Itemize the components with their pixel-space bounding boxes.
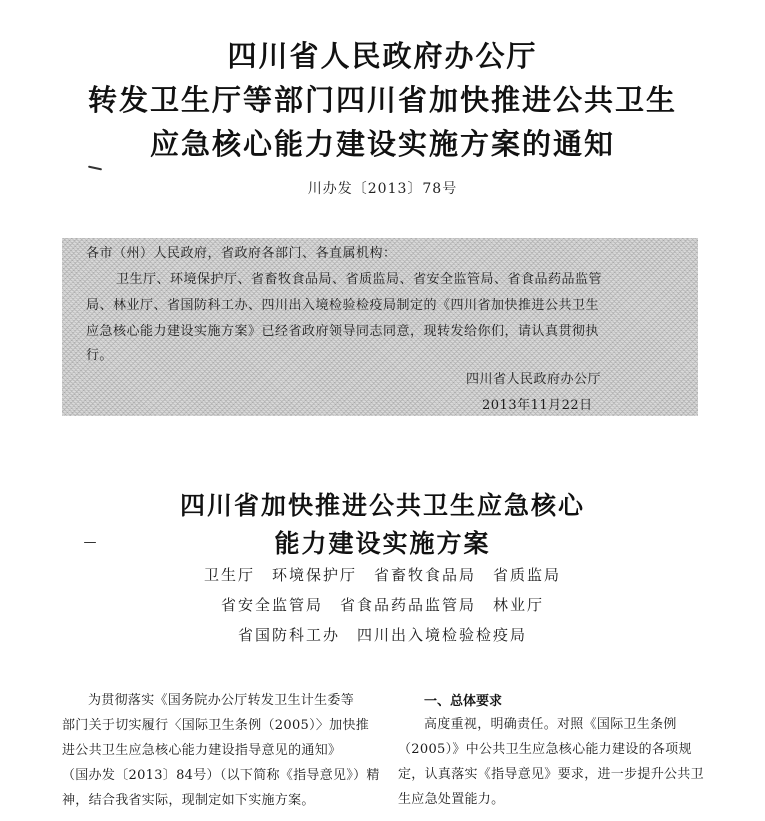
- notice-signature: 四川省人民政府办公厅: [466, 372, 602, 387]
- left-column: [62, 688, 382, 813]
- notice-body-line: 应急核心能力建设实施方案》已经省政府领导同志同意，现转发给你们，请认真贯彻执: [86, 324, 600, 339]
- right-column: [398, 712, 718, 812]
- scan-mark: [88, 166, 102, 171]
- notice-title-line-1: 四川省人民政府办公厅: [227, 39, 538, 73]
- notice-title-line-3: 应急核心能力建设实施方案的通知: [149, 127, 615, 161]
- paragraph-line: 定，认真落实《指导意见》要求，进一步提升公共卫: [398, 767, 704, 782]
- section-heading: 一、总体要求: [424, 694, 503, 709]
- paragraph-line: 生应急处置能力。: [398, 792, 505, 807]
- paragraph-line: 神，结合我省实际，现制定如下实施方案。: [62, 793, 315, 808]
- paragraph-line: （国办发〔2013〕84号）（以下简称《指导意见》）精: [62, 768, 380, 783]
- scan-mark: [84, 542, 96, 543]
- notice-body-line: 局、林业厅、省国防科工办、四川出入境检验检疫局制定的《四川省加快推进公共卫生: [86, 298, 600, 313]
- paragraph-line: （2005）》中公共卫生应急核心能力建设的各项规: [398, 742, 692, 757]
- plan-title-line-2: 能力建设实施方案: [274, 529, 491, 558]
- paragraph-line: 部门关于切实履行〈国际卫生条例（2005）〉加快推: [62, 718, 370, 733]
- notice-body-line: 卫生厅、环境保护厅、省畜牧食品局、省质监局、省安全监管局、省食品药品监管: [116, 272, 603, 287]
- paragraph-line: 高度重视，明确责任。对照《国际卫生条例: [424, 717, 677, 732]
- plan-title-line-1: 四川省加快推进公共卫生应急核心: [179, 491, 585, 520]
- departments-line-2: 省安全监管局 省食品药品监管局 林业厅: [220, 596, 544, 614]
- notice-box: [62, 238, 698, 416]
- departments-line-3: 省国防科工办 四川出入境检验检疫局: [237, 626, 527, 644]
- notice-title-line-2: 转发卫生厅等部门四川省加快推进公共卫生: [87, 83, 677, 117]
- departments-line-1: 卫生厅 环境保护厅 省畜牧食品局 省质监局: [203, 566, 561, 584]
- notice-body-line: 行。: [86, 348, 114, 363]
- paragraph-line: 为贯彻落实《国务院办公厅转发卫生计生委等: [88, 693, 355, 708]
- notice-addressee: 各市（州）人民政府，省政府各部门、各直属机构：: [86, 246, 397, 261]
- paragraph-line: 进公共卫生应急核心能力建设指导意见的通知》: [62, 743, 342, 758]
- document-number: 川办发〔2013〕78号: [307, 181, 458, 197]
- notice-date: 2013年11月22日: [482, 398, 593, 413]
